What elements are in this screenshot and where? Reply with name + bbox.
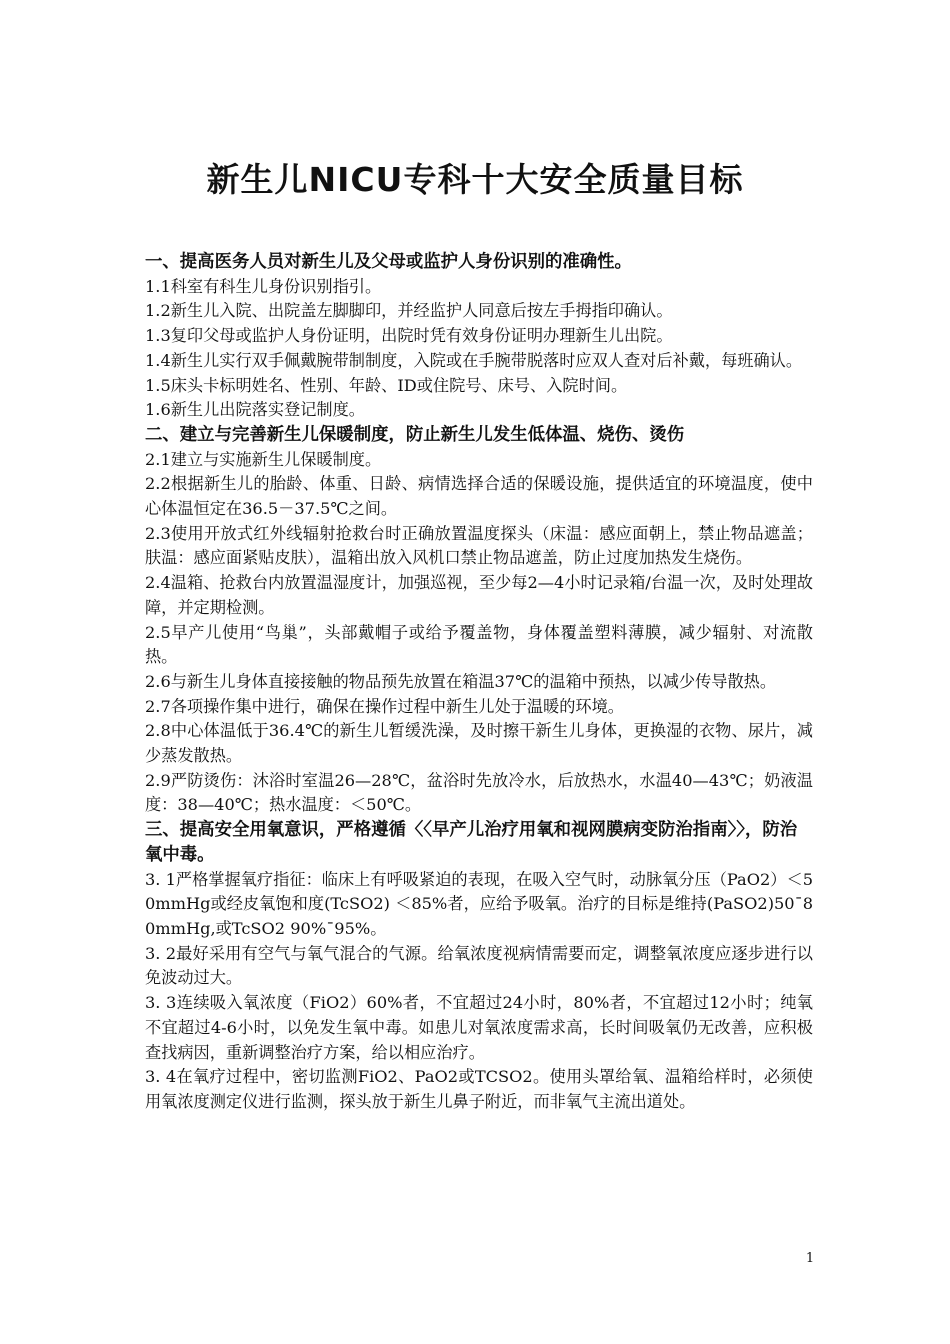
section-item: 2.1建立与实施新生儿保暖制度。	[145, 449, 382, 469]
document-title: 新生儿NICU专科十大安全质量目标	[206, 160, 744, 199]
section-item: 2.4温箱、抢救台内放置温湿度计，加强巡视，至少每2—4小时记录箱/台温一次，及时处理故障，并定期检测。	[145, 573, 813, 617]
section-item: 3. 2最好采用有空气与氧气混合的气源。给氧浓度视病情需要而定，调整氧浓度应逐步进行以免波动过大。	[145, 943, 813, 988]
section-item: 1.1科室有科生儿身份识别指引。	[145, 276, 382, 296]
section-item: 2.6与新生儿身体直接接触的物品预先放置在箱温37℃的温箱中预热，以减少传导散热。	[145, 671, 777, 691]
section-item: 2.9严防烫伤：沐浴时室温26—28℃，盆浴时先放冷水，后放热水，水温40—43℃；奶液温度：38—40℃；热水温度：＜50℃。	[145, 770, 813, 815]
section-item: 3. 1严格掌握氧疗指征：临床上有呼吸紧迫的表现，在吸入空气时，动脉氧分压（PaO2）＜50mmHg或经皮氧饱和度(TcSO2) ＜85%者，应给予吸氧。治疗的目标是维持(PaSO2)50¯80mmHg,或TcSO2 90%¯95%。	[145, 869, 813, 938]
section-item: 1.3复印父母或监护人身份证明，出院时凭有效身份证明办理新生儿出院。	[145, 326, 673, 346]
section-heading: 三、提高安全用氧意识，严格遵循〈〈早产儿治疗用氧和视网膜病变防治指南〉〉，防治氧中毒。	[145, 820, 798, 865]
section-item: 2.5早产儿使用“鸟巢”，头部戴帽子或给予覆盖物，身体覆盖塑料薄膜，减少辐射、对流散热。	[145, 622, 813, 667]
document-body	[145, 250, 813, 1115]
section-item: 2.2根据新生儿的胎龄、体重、日龄、病情选择合适的保暖设施，提供适宜的环境温度，使中心体温恒定在36.5－37.5℃之间。	[145, 474, 813, 519]
page-number: 1	[805, 1251, 815, 1266]
section-heading: 二、建立与完善新生儿保暖制度，防止新生儿发生低体温、烧伤、烫伤	[145, 424, 685, 445]
section-item: 2.7各项操作集中进行，确保在操作过程中新生儿处于温暖的环境。	[145, 696, 624, 716]
section-heading: 一、提高医务人员对新生儿及父母或监护人身份识别的准确性。	[145, 252, 632, 272]
section-item: 2.8中心体温低于36.4℃的新生儿暂缓洗澡，及时擦干新生儿身体，更换湿的衣物、尿片，减少蒸发散热。	[145, 721, 813, 766]
section-item: 1.6新生儿出院落实登记制度。	[145, 400, 365, 420]
section-item: 3. 4在氧疗过程中，密切监测FiO2、PaO2或TCSO2。使用头罩给氧、温箱给样时，必须使用氧浓度测定仪进行监测，探头放于新生儿鼻子附近，而非氧气主流出道处。	[145, 1067, 813, 1111]
section-item: 1.5床头卡标明姓名、性别、年龄、ID或住院号、床号、入院时间。	[145, 375, 628, 395]
section-2	[145, 423, 813, 818]
section-1	[145, 250, 813, 423]
section-item: 2.3使用开放式红外线辐射抢救台时正确放置温度探头（床温：感应面朝上，禁止物品遮盖；肤温：感应面紧贴皮肤），温箱出放入风机口禁止物品遮盖，防止过度加热发生烧伤。	[145, 523, 813, 568]
section-item: 1.4新生儿实行双手佩戴腕带制制度，入院或在手腕带脱落时应双人查对后补戴，每班确认。	[145, 350, 803, 370]
section-item: 1.2新生儿入院、出院盖左脚脚印，并经监护人同意后按左手拇指印确认。	[145, 301, 673, 321]
section-3	[145, 818, 813, 1114]
section-item: 3. 3连续吸入氧浓度（FiO2）60%者，不宜超过24小时，80%者，不宜超过12小时；纯氧不宜超过4-6小时，以免发生氧中毒。如患儿对氧浓度需求高，长时间吸氧仍无改善，应积极查找病因，重新调整治疗方案，给以相应治疗。	[145, 993, 813, 1062]
